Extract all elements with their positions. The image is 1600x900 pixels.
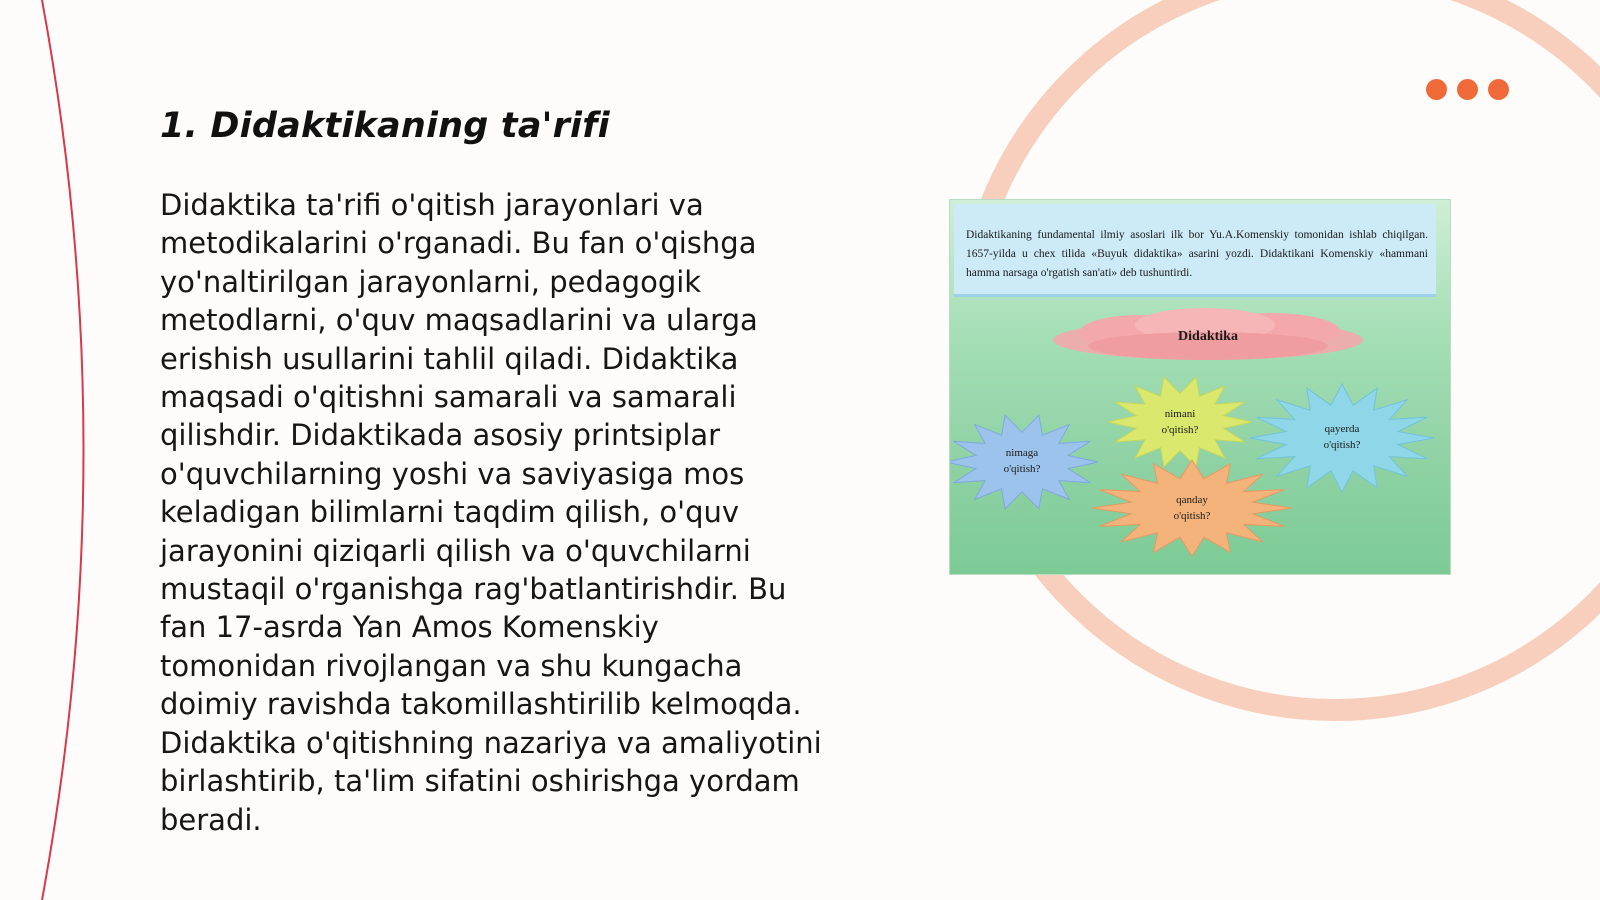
- burst-orange-line1: qanday: [1176, 494, 1208, 506]
- burst-orange: [1092, 460, 1292, 556]
- left-accent-line: [42, 0, 84, 900]
- menu-dots: [1426, 79, 1509, 100]
- slide-body-text: Didaktika ta'rifi o'qitish jarayonlari va metodikalarini o'rganadi. Bu fan o'qishga yo'naltirilgan jarayonlarni, pedagogik metodlarni, o'quv maqsadlarini va ularga erishish usullarini tahlil qiladi. Didaktika maqsadi o'qitishni samarali va samarali qilishdir. Didaktikada asosiy printsiplar o'quvchilarning yoshi va saviyasiga mos keladigan bilimlarni taqdim qilish, o'quv jarayonini qiziqarli qilish va o'quvchilarni mustaqil o'rganishga rag'batlantirishdir. Bu fan 17-asrda Yan Amos Komenskiy tomonidan rivojlangan va shu kungacha doimiy ravishda takomillashtirilib kelmoqda. Didaktika o'qitishning nazariya va amaliyotini birlashtirib, ta'lim sifatini oshirishga yordam beradi.: [160, 188, 822, 837]
- burst-blue-line1: nimaga: [1005, 447, 1039, 459]
- burst-cyan-line1: qayerda: [1324, 423, 1360, 435]
- didaktika-cloud: [1053, 308, 1363, 360]
- dot-3: [1488, 79, 1509, 100]
- burst-blue-line2: o'qitish?: [1003, 463, 1041, 475]
- slide-title: 1. Didaktikaning ta'rifi: [160, 106, 610, 146]
- burst-cyan-line2: o'qitish?: [1323, 439, 1361, 451]
- burst-blue: [950, 415, 1098, 509]
- burst-cyan: [1250, 384, 1434, 492]
- burst-yellow-line2: o'qitish?: [1161, 424, 1199, 436]
- dot-1: [1426, 79, 1447, 100]
- cloud-label: Didaktika: [1178, 329, 1238, 344]
- burst-yellow: [1108, 377, 1252, 467]
- diagram-caption: Didaktikaning fundamental ilmiy asoslari ilk bor Yu.A.Komenskiy tomonidan ishlab chiqilgan. 1657-yilda u chex tilida «Buyuk didaktika» asarini yozdi. Didaktikani Komenskiy «hammani hamma narsaga o'rgatish san'ati» deb tushuntirdi.: [954, 204, 1436, 297]
- didactics-diagram-image: [950, 200, 1450, 574]
- burst-yellow-line1: nimani: [1164, 408, 1196, 420]
- burst-orange-line2: o'qitish?: [1173, 510, 1211, 522]
- dot-2: [1457, 79, 1478, 100]
